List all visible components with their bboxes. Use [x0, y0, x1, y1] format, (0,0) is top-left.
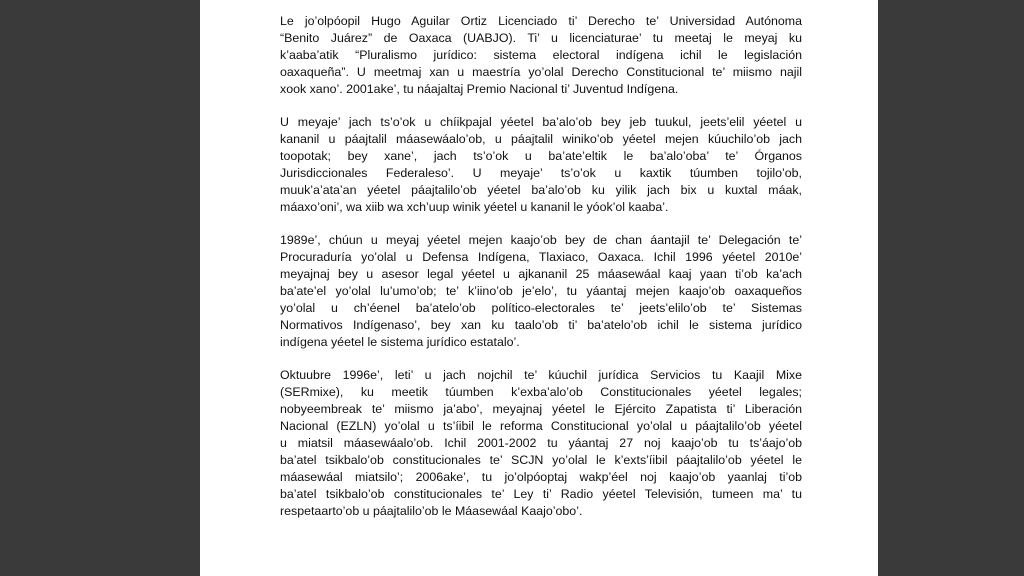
text-line: ba’ate’el yo’olal lu’umo’ob; te’ k’iino’ob je’elo’, tu yáantaj mejen kaajo’ob oaxaqueños [280, 284, 802, 298]
paragraph-2 [280, 114, 802, 216]
text-line: (SERmixe), ku meetik túumben k’exba’alo’ob Constitucionales yéetel legales; [280, 385, 802, 399]
text-line: Oktuubre 1996e’, leti’ u jach nojchil te’ kúuchil jurídica Servicios tu Kaajil Mixe [280, 368, 802, 382]
viewer-background-right [878, 0, 1024, 576]
text-line: respetaarto’ob u páajtalilo’ob le Máasewáal Kaajo’obo’. [280, 504, 583, 518]
text-line: Nacional (EZLN) yo’olal u ts’íibil le reforma Constitucional yo’olal u páajtalilo’ob yéetel [280, 419, 802, 433]
text-line: u miatsil máasewáalo’ob. Ichil 2001-2002 tu yáantaj 27 noj kaajo’ob tu ts’áajo’ob [280, 436, 802, 450]
text-line: k’aaba’atik “Pluralismo jurídico: sistema electoral indígena ichil le legislación [280, 48, 802, 62]
text-line: xook xano’. 2001ake’, tu náajaltaj Premio Nacional ti’ Juventud Indígena. [280, 82, 679, 96]
text-line: ba’atel tsikbalo’ob constitucionales te’ SCJN yo’olal le k’exts’íibil páajtalilo’ob yéetel le [280, 453, 802, 467]
text-line: U meyaje’ jach ts’o’ok u chíikpajal yéetel ba’alo’ob bey jeb tuukul, jeets’elil yéetel u [280, 115, 802, 129]
text-line: Le jo’olpóopil Hugo Aguilar Ortiz Licenciado ti’ Derecho te’ Universidad Autónoma [280, 14, 802, 28]
text-line: Normativos Indígenaso’, bey xan ku taalo’ob ti’ ba’atelo’ob ichil le sistema jurídico [280, 318, 802, 332]
text-line: máasewáal miatsilo’; 2006ake’, tu jo’olpóoptaj wakp’éel noj kaajo’ob yaanlaj ti’ob [280, 470, 802, 484]
paragraph-1 [280, 13, 802, 98]
page-content [280, 13, 802, 536]
text-line: “Benito Juárez” de Oaxaca (UABJO). Ti’ u licenciaturae’ tu meetaj le meyaj ku [280, 31, 802, 45]
text-line: nobyeembreak te’ miismo ja’abo’, meyajnaj yéetel le Ejército Zapatista ti’ Liberación [280, 402, 802, 416]
text-line: ba’atel tsikbalo’ob constitucionales te’ Ley ti’ Radio yéetel Televisión, tumeen ma’ tu [280, 487, 802, 501]
text-line: indígena yéetel le sistema jurídico estatalo’. [280, 335, 520, 349]
text-line: máaxo’oni’, wa xiib wa xch’uup winik yéetel u kananil le yóok’ol kaaba’. [280, 200, 669, 214]
text-line: kananil u páajtalil máasewáalo’ob, u páajtalil winiko’ob yéetel mejen kúuchilo’ob jach [280, 132, 802, 146]
viewer-background-left [0, 0, 200, 576]
text-line: muuk’a’ata’an yéetel páajtalilo’ob yéetel ba’alo’ob ku yilik jach bix u kuxtal máak, [280, 183, 802, 197]
text-line: toopotak; bey xane’, jach ts’o’ok u ba’ate’eltik le ba’alo’oba’ te’ Órganos [280, 149, 802, 163]
text-line: Jurisdiccionales Federaleso’. U meyaje’ ts’o’ok u kaxtik túumben tojilo’ob, [280, 166, 802, 180]
paragraph-3 [280, 232, 802, 351]
paragraph-4 [280, 367, 802, 520]
text-line: 1989e’, chúun u meyaj yéetel mejen kaajo’ob bey de chan áantajil te’ Delegación te’ [280, 233, 802, 247]
text-line: Procuraduría yo’olal u Defensa Indígena, Tlaxiaco, Oaxaca. Ichil 1996 yéetel 2010e’ [280, 250, 802, 264]
text-line: yo’olal u ch’éenel ba’atelo’ob político-electorales te’ jeets’elilo’ob te’ Sistemas [280, 301, 802, 315]
document-page[interactable] [200, 0, 878, 576]
text-line: oaxaqueña”. U meetmaj xan u maestría yo’olal Derecho Constitucional te’ miismo najil [280, 65, 802, 79]
text-line: meyajnaj bey u asesor legal yéetel u ajkananil 25 máasewáal kaaj yaan ti’ob ka’ach [280, 267, 802, 281]
